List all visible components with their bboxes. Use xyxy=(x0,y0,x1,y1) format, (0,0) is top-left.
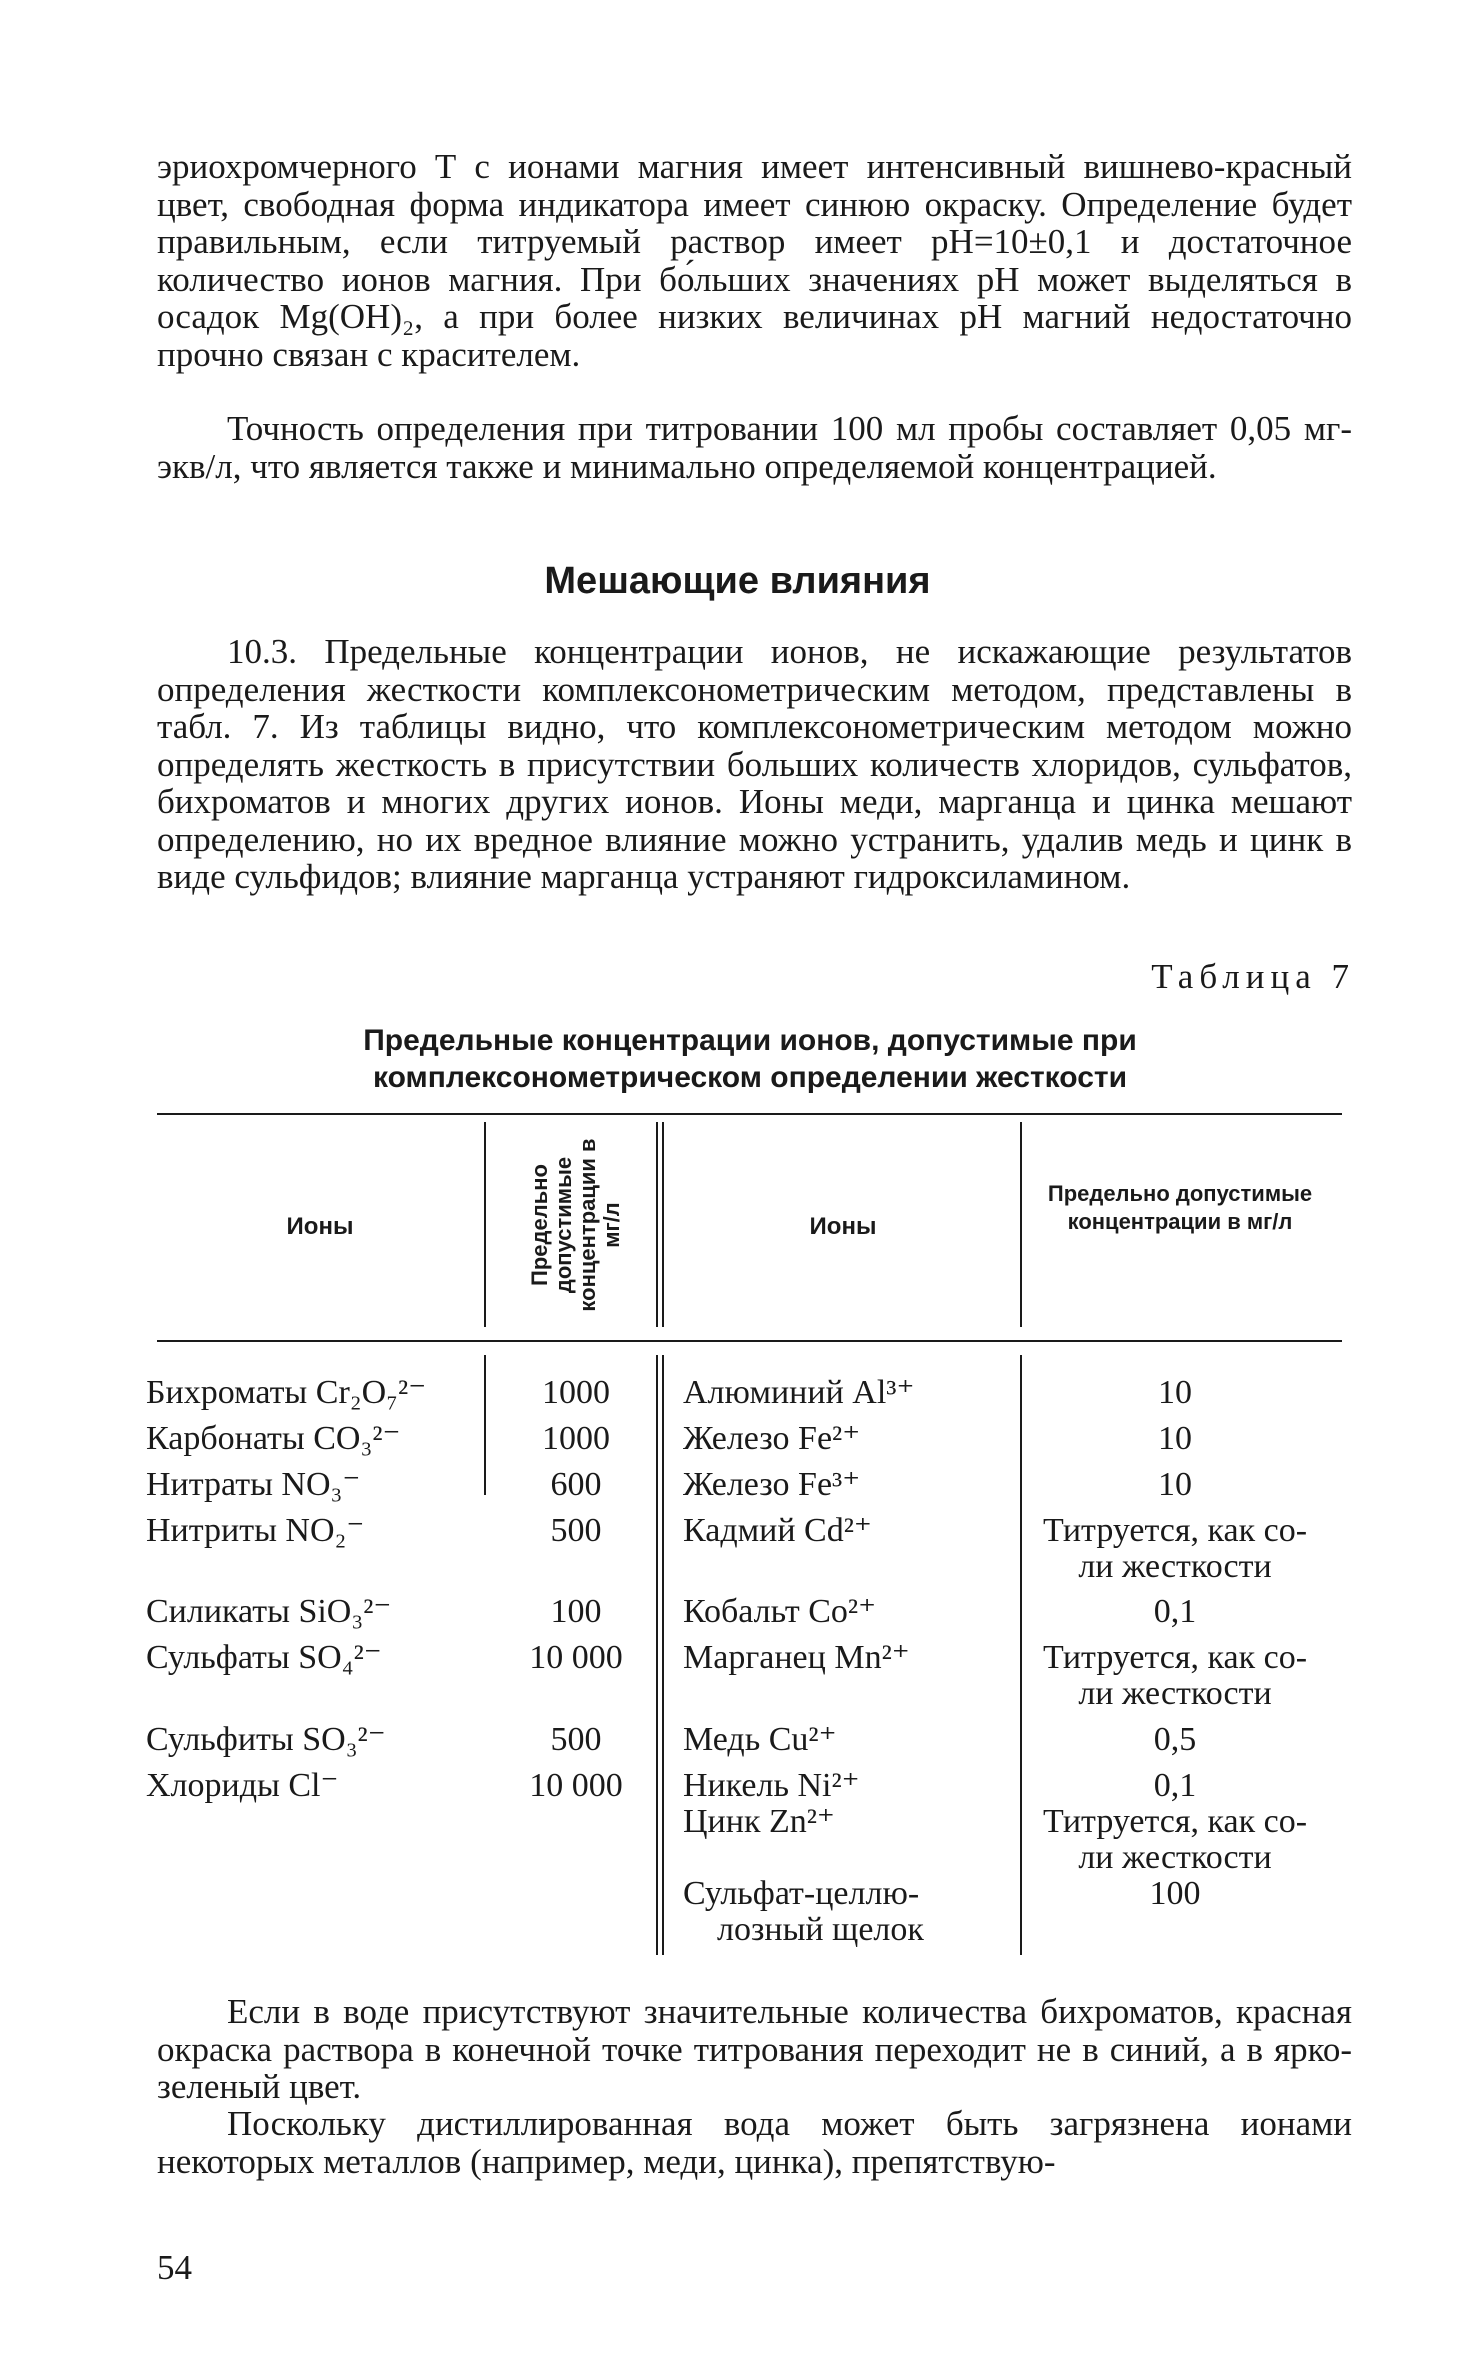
right-value-cell: Титруется, как со- xyxy=(1042,1639,1308,1676)
right-ion-cell: Алюминий Al³⁺ xyxy=(683,1374,915,1411)
left-value-cell: 10 000 xyxy=(529,1767,623,1804)
left-ion-cell: Карбонаты CO₃²⁻ xyxy=(146,1420,401,1457)
right-value-cell: 0,1 xyxy=(1153,1593,1197,1630)
paragraph-indicator: эриохромчерного Т с ионами магния имеет интенсивный вишнево-красный цвет, свободная форма индикатора имеет синюю окраску. Определение будет правильным, если титруемый раствор имеет pH=10±0,1 и достаточное количество ионов магния. При бо́льших значениях pH может выделяться в осадок Mg(OH)₂, а при более низких величинах pH магний недостаточно прочно связан с красителем. xyxy=(157,147,1352,374)
header-limit-right: Предельно допустимые концентрации в мг/л xyxy=(1047,1181,1313,1234)
right-ion-cell: лозный щелок xyxy=(717,1911,924,1948)
right-value-cell: 10 xyxy=(1158,1374,1192,1411)
header-divider-3 xyxy=(1020,1122,1022,1327)
right-value-cell: ли жесткости xyxy=(1078,1675,1272,1712)
right-value-cell: 0,1 xyxy=(1153,1767,1197,1804)
right-ion-cell: Медь Cu²⁺ xyxy=(683,1721,837,1758)
left-value-cell: 100 xyxy=(550,1593,602,1630)
right-value-cell: 0,5 xyxy=(1153,1721,1197,1758)
paragraph-interferences: 10.3. Предельные концентрации ионов, не искажающие результатов определения жесткости комплексонометрическим методом, представлены в табл. 7. Из таблицы видно, что комплексонометрическим методом можно определять жесткость в присутствии больших количеств хлоридов, сульфатов, бихроматов и многих других ионов. Ионы меди, марганца и цинка мешают определению, но их вредное влияние можно устранить, удалив медь и цинк в виде сульфидов; влияние марганца устраняют гидроксиламином. xyxy=(157,632,1352,896)
right-ion-cell: Цинк Zn²⁺ xyxy=(683,1803,835,1840)
left-ion-cell: Силикаты SiO₃²⁻ xyxy=(146,1593,392,1630)
table-title-line-1: Предельные концентрации ионов, допустимые при xyxy=(363,1024,1137,1057)
table-title-line-2: комплексонометрическом определении жесткости xyxy=(372,1061,1128,1094)
left-ion-cell: Нитриты NO₂⁻ xyxy=(146,1512,365,1549)
paragraph-accuracy: Точность определения при титровании 100 мл пробы составляет 0,05 мг-экв/л, что является также и минимально определяемой концентрацией. xyxy=(157,409,1352,486)
left-ion-cell: Нитраты NO₃⁻ xyxy=(146,1466,361,1503)
paragraph-bichromates: Если в воде присутствуют значительные количества бихроматов, красная окраска раствора в конечной точке титрования переходит не в синий, а в ярко-зеленый цвет. xyxy=(157,1992,1352,2106)
left-ion-cell: Хлориды Cl⁻ xyxy=(146,1767,339,1804)
left-value-cell: 500 xyxy=(550,1512,602,1549)
right-value-cell: 100 xyxy=(1149,1875,1201,1912)
right-ion-cell: Кадмий Cd²⁺ xyxy=(683,1512,872,1549)
right-ion-cell: Сульфат-целлю- xyxy=(683,1875,920,1912)
table-top-rule xyxy=(157,1113,1342,1115)
page-number: 54 xyxy=(157,2248,192,2287)
left-ion-cell: Сульфаты SO₄²⁻ xyxy=(146,1639,382,1676)
left-value-cell: 500 xyxy=(550,1721,602,1758)
left-ion-cell: Бихроматы Cr₂O₇²⁻ xyxy=(146,1374,427,1411)
right-value-cell: Титруется, как со- xyxy=(1042,1512,1308,1549)
table-title xyxy=(250,1022,1250,1096)
left-value-cell: 1000 xyxy=(542,1374,610,1411)
right-ion-cell: Никель Ni²⁺ xyxy=(683,1767,860,1804)
header-divider-2b xyxy=(662,1122,664,1327)
header-limit-left-text: Предельно допустимые концентрации в мг/л xyxy=(527,1138,624,1312)
right-value-cell: 10 xyxy=(1158,1466,1192,1503)
table-label: Таблица 7 xyxy=(1151,957,1355,996)
left-ion-cell: Сульфиты SO₃²⁻ xyxy=(146,1721,386,1758)
header-divider-1 xyxy=(484,1122,486,1327)
right-value-cell: Титруется, как со- xyxy=(1042,1803,1308,1840)
left-value-cell: 1000 xyxy=(542,1420,610,1457)
header-ions-left: Ионы xyxy=(286,1213,354,1240)
right-ion-cell: Марганец Mn²⁺ xyxy=(683,1639,910,1676)
header-ions-right: Ионы xyxy=(809,1213,877,1240)
right-value-cell: ли жесткости xyxy=(1078,1548,1272,1585)
right-ion-cell: Железо Fe²⁺ xyxy=(683,1420,861,1457)
section-heading: Мешающие влияния xyxy=(544,560,931,602)
paragraph-distilled-water: Поскольку дистиллированная вода может быть загрязнена ионами некоторых металлов (например, меди, цинка), препятствую- xyxy=(157,2104,1352,2181)
left-value-cell: 10 000 xyxy=(529,1639,623,1676)
right-value-cell: 10 xyxy=(1158,1420,1192,1457)
right-ion-cell: Кобальт Co²⁺ xyxy=(683,1593,877,1630)
left-value-cell: 600 xyxy=(550,1466,602,1503)
right-ion-cell: Железо Fe³⁺ xyxy=(683,1466,861,1503)
header-limit-left xyxy=(490,1120,662,1330)
table-header-rule xyxy=(157,1340,1342,1342)
right-value-cell: ли жесткости xyxy=(1078,1839,1272,1876)
